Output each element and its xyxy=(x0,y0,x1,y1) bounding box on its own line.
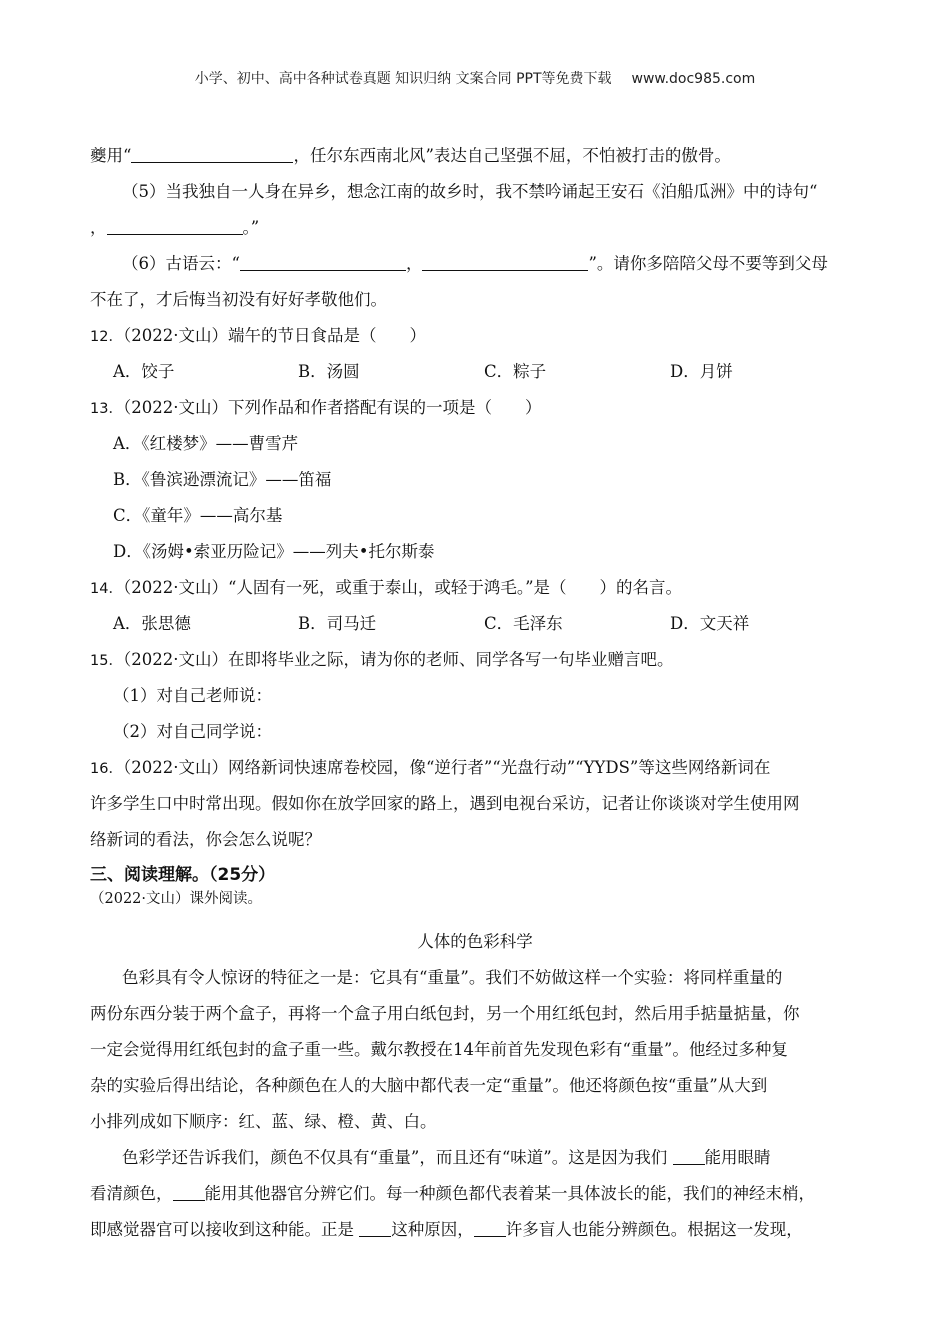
q13-stem xyxy=(90,390,860,426)
q15-item2: （2）对自己同学说： xyxy=(113,722,272,741)
text-segment: 即感觉器官可以接收到这种能。正是 xyxy=(90,1220,360,1239)
answer-blank[interactable] xyxy=(107,216,243,235)
option-b[interactable]: B．司马迁 xyxy=(298,614,377,633)
q11-item6-prefix: （6）古语云：“ xyxy=(122,254,240,273)
option-a[interactable]: A．饺子 xyxy=(113,362,175,381)
q15-item1: （1）对自己老师说： xyxy=(113,686,272,705)
q16-line1 xyxy=(90,750,860,786)
header-url[interactable]: www.doc985.com xyxy=(631,71,756,87)
option-d[interactable]: D．《汤姆•索亚历险记》——列夫•托尔斯泰 xyxy=(113,542,435,561)
paragraph-line: 小排列成如下顺序：红、蓝、绿、橙、黄、白。 xyxy=(90,1112,437,1131)
option-c[interactable]: C．粽子 xyxy=(484,362,547,381)
answer-blank[interactable] xyxy=(359,1218,391,1237)
q14-options xyxy=(90,606,860,642)
text-segment: 许多盲人也能分辨颜色。根据这一发现， xyxy=(505,1220,803,1239)
paragraph-line: 一定会觉得用红纸包封的盒子重一些。戴尔教授在14年前首先发现色彩有“重量”。他经过多种复 xyxy=(90,1040,788,1059)
text-segment: 色彩学还告诉我们，颜色不仅具有“重量”，而且还有“味道”。这是因为我们 xyxy=(122,1148,673,1167)
q11-line-a xyxy=(90,138,860,174)
answer-blank[interactable] xyxy=(474,1218,506,1237)
q15-stem xyxy=(90,642,860,678)
q13-number: 13． xyxy=(90,401,123,417)
q15-stem-text: （2022·文山）在即将毕业之际，请为你的老师、同学各写一句毕业赠言吧。 xyxy=(122,650,674,669)
q16-line3: 络新词的看法，你会怎么说呢？ xyxy=(90,830,321,849)
q11-item5-b-suffix: 。” xyxy=(242,218,260,237)
option-d[interactable]: D．文天祥 xyxy=(670,614,750,633)
answer-blank[interactable] xyxy=(422,252,588,271)
option-a[interactable]: A．《红楼梦》——曹雪芹 xyxy=(113,434,299,453)
paragraph-line xyxy=(90,1212,860,1248)
q12-number: 12． xyxy=(90,329,123,345)
q12-stem-text: （2022·文山）端午的节日食品是（ ） xyxy=(122,326,426,345)
option-c[interactable]: C．《童年》——高尔基 xyxy=(113,506,283,525)
option-a[interactable]: A．张思德 xyxy=(113,614,191,633)
paragraph-line xyxy=(90,1140,860,1176)
q11-line-a-prefix: 夔用“ xyxy=(90,146,132,165)
answer-blank[interactable] xyxy=(131,144,293,163)
text-segment: 能用眼睛 xyxy=(704,1148,771,1167)
section-title: 三、阅读理解。（25分） xyxy=(90,865,276,885)
q13-stem-text: （2022·文山）下列作品和作者搭配有误的一项是（ ） xyxy=(122,398,542,417)
q16-line1-text: （2022·文山）网络新词快速席卷校园，像“逆行者”“光盘行动”“YYDS”等这些网络新词在 xyxy=(122,758,771,777)
q11-item5-b xyxy=(90,210,860,246)
q11-item6-a xyxy=(90,246,860,282)
q14-stem-text: （2022·文山）“人固有一死，或重于泰山，或轻于鸿毛。”是（ ）的名言。 xyxy=(122,578,683,597)
paragraph-line xyxy=(90,1176,860,1212)
text-segment: 能用其他器官分辨它们。每一种颜色都代表着某一具体波长的能，我们的神经末梢， xyxy=(204,1184,815,1203)
paragraph-line: 杂的实验后得出结论，各种颜色在人的大脑中都代表一定“重量”。他还将颜色按“重量”从大到 xyxy=(90,1076,768,1095)
paragraph-line: 色彩具有令人惊讶的特征之一是：它具有“重量”。我们不妨做这样一个实验：将同样重量的 xyxy=(122,968,783,987)
text-segment: 这种原因， xyxy=(391,1220,474,1239)
q11-item6-suffix: ”。请你多陪陪父母不要等到父母 xyxy=(588,254,828,273)
section-subtitle: （2022·文山）课外阅读。 xyxy=(90,891,263,907)
answer-blank[interactable] xyxy=(673,1146,705,1165)
answer-blank[interactable] xyxy=(173,1182,205,1201)
text-segment: 看清颜色， xyxy=(90,1184,173,1203)
q11-item6-b: 不在了，才后悔当初没有好好孝敬他们。 xyxy=(90,290,387,309)
answer-blank[interactable] xyxy=(240,252,406,271)
option-d[interactable]: D．月饼 xyxy=(670,362,733,381)
q11-item5-a: （5）当我独自一人身在异乡，想念江南的故乡时，我不禁吟诵起王安石《泊船瓜洲》中的诗句“ xyxy=(122,182,818,201)
option-c[interactable]: C．毛泽东 xyxy=(484,614,563,633)
q15-number: 15． xyxy=(90,653,123,669)
option-b[interactable]: B．《鲁滨逊漂流记》——笛福 xyxy=(113,470,332,489)
paragraph-line: 两份东西分装于两个盒子，再将一个盒子用白纸包封，另一个用红纸包封，然后用手掂量掂量，你 xyxy=(90,1004,800,1023)
q11-item6-mid: ， xyxy=(405,254,423,273)
q12-options xyxy=(90,354,860,390)
page-header xyxy=(0,68,950,88)
article-title: 人体的色彩科学 xyxy=(417,932,533,951)
q12-stem xyxy=(90,318,860,354)
q11-item5-b-prefix: ， xyxy=(90,218,107,237)
header-text: 小学、初中、高中各种试卷真题 知识归纳 文案合同 PPT等免费下载 xyxy=(194,71,612,87)
option-b[interactable]: B．汤圆 xyxy=(298,362,360,381)
q11-line-a-suffix: ，任尔东西南北风”表达自己坚强不屈，不怕被打击的傲骨。 xyxy=(293,146,731,165)
q14-number: 14． xyxy=(90,581,123,597)
q14-stem xyxy=(90,570,860,606)
page-body xyxy=(90,138,860,1248)
q16-line2: 许多学生口中时常出现。假如你在放学回家的路上，遇到电视台采访，记者让你谈谈对学生使用网 xyxy=(90,794,800,813)
q16-number: 16． xyxy=(90,761,123,777)
